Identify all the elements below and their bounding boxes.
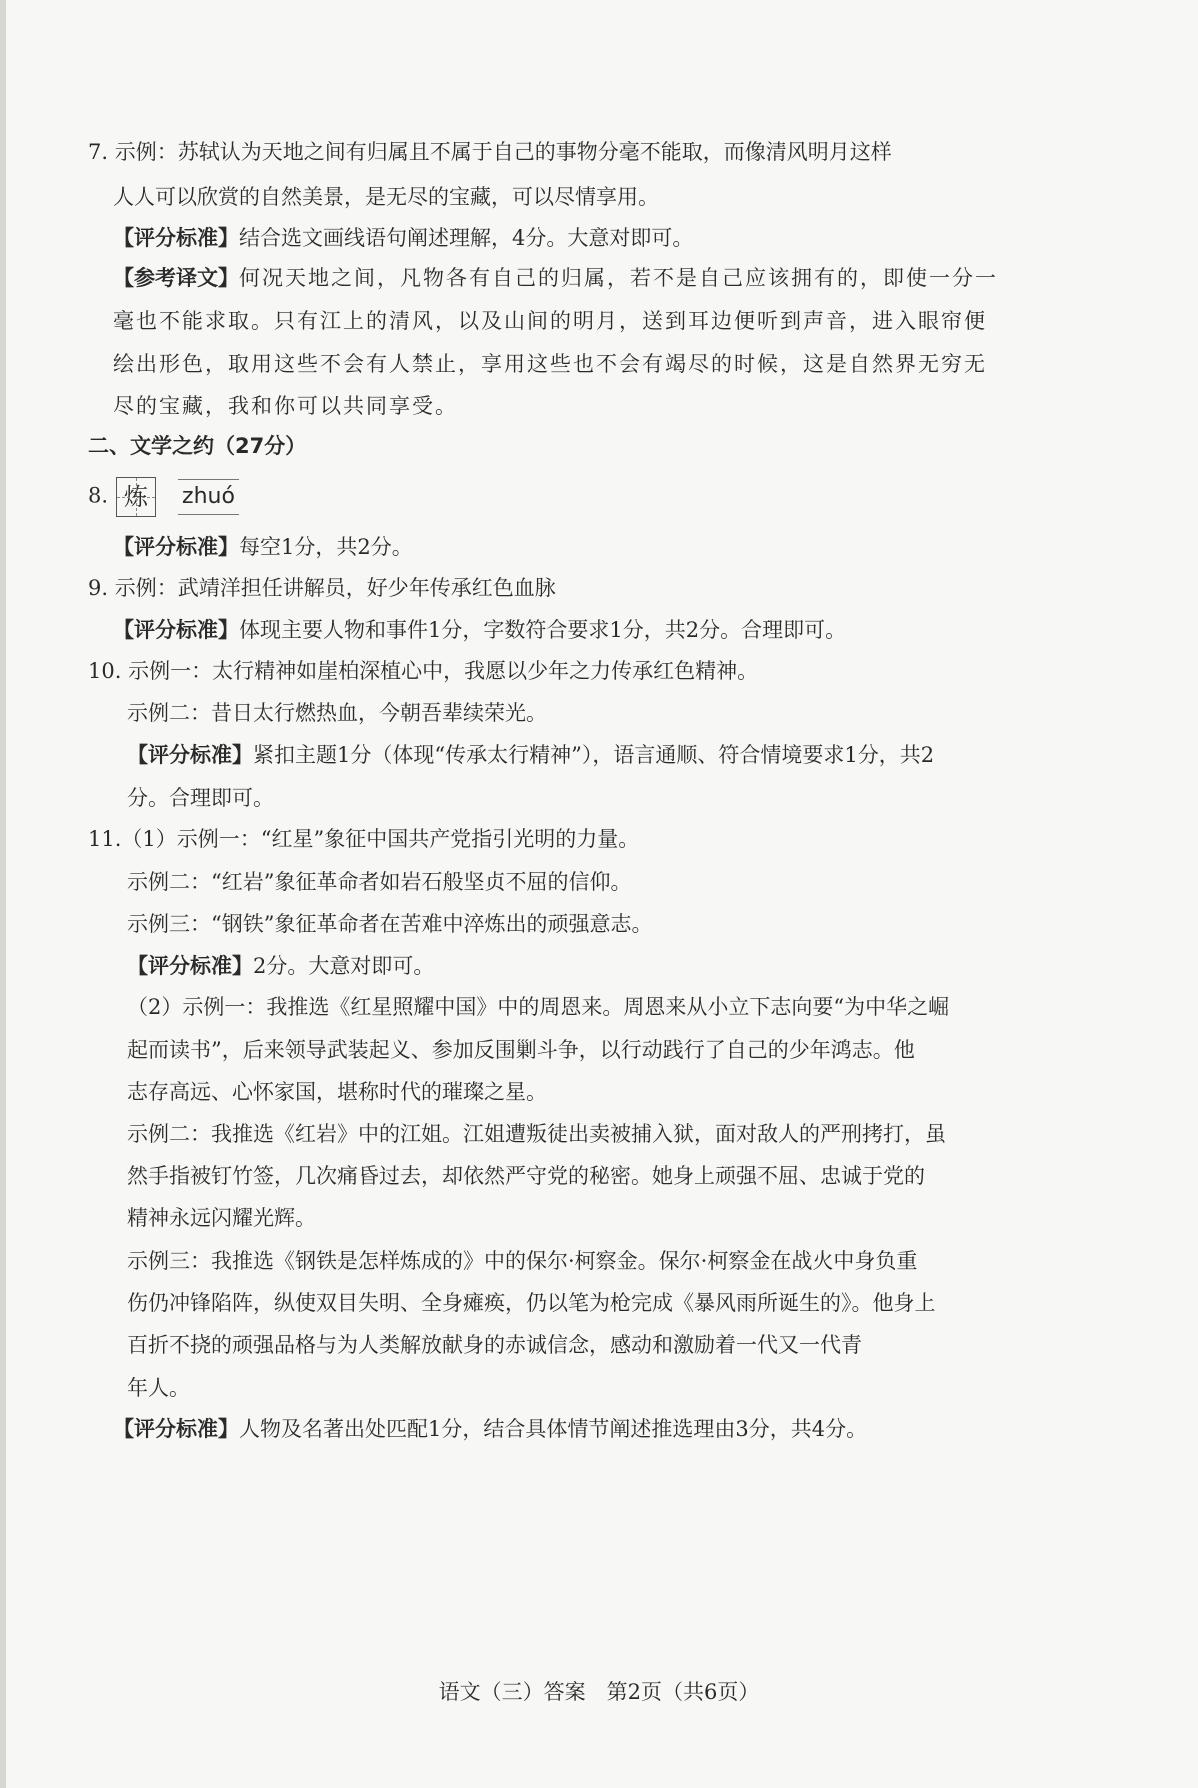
character-box: 炼: [116, 477, 156, 517]
q11-p2-a-1: （2）示例一：我推选《红星照耀中国》中的周恩来。周恩来从小立下志向要“为中华之崛: [127, 995, 950, 1019]
score-tag: 【评分标准】: [113, 618, 239, 642]
q11-p1-line-3: 示例三：“钢铁”象征革命者在苦难中淬炼出的顽强意志。: [127, 912, 653, 936]
score-text: 结合选文画线语句阐述理解，4分。大意对即可。: [239, 226, 694, 250]
q11-p1-score: [127, 956, 434, 977]
score-text: 人物及名著出处匹配1分，结合具体情节阐述推选理由3分，共4分。: [239, 1417, 868, 1441]
q7-translation-2: 毫也不能求取。只有江上的清风，以及山间的明月，送到耳边便听到声音，进入眼帘便: [113, 309, 987, 333]
score-tag: 【评分标准】: [113, 535, 239, 559]
q7-translation-3: 绘出形色，取用这些不会有人禁止，享用这些也不会有竭尽的时候，这是自然界无穷无: [113, 352, 987, 376]
score-tag: 【评分标准】: [113, 1417, 239, 1441]
q11-p1-line-1: 11.（1）示例一：“红星”象征中国共产党指引光明的力量。: [88, 827, 640, 851]
score-tag: 【评分标准】: [127, 743, 253, 767]
q9-score: [113, 620, 846, 641]
q11-p2-b-2: 然手指被钉竹签，几次痛昏过去，却依然严守党的秘密。她身上顽强不屈、忠诚于党的: [127, 1164, 925, 1188]
q10-line-1: 10. 示例一：太行精神如崖柏深植心中，我愿以少年之力传承红色精神。: [88, 659, 759, 683]
page-edge-shadow: [0, 0, 6, 1788]
section-heading: 二、文学之约（27分）: [88, 434, 307, 458]
q10-line-2: 示例二：昔日太行燃热血，今朝吾辈续荣光。: [127, 701, 547, 725]
score-tag: 【评分标准】: [113, 226, 239, 250]
score-text: 紧扣主题1分（体现“传承太行精神”），语言通顺、符合情境要求1分，共2: [253, 743, 935, 767]
q11-p2-b-1: 示例二：我推选《红岩》中的江姐。江姐遭叛徒出卖被捕入狱，面对敌人的严刑拷打，虽: [127, 1122, 946, 1146]
translation-text: 何况天地之间，凡物各有自己的归属，若不是自己应该拥有的，即使一分一: [239, 266, 998, 290]
q11-p2-score: [113, 1419, 867, 1440]
pinyin-answer: zhuó: [178, 479, 239, 515]
q11-p2-c-2: 伤仍冲锋陷阵，纵使双目失明、全身瘫痪，仍以笔为枪完成《暴风雨所诞生的》。他身上: [127, 1291, 936, 1315]
q8-score: [113, 537, 413, 558]
translation-tag: 【参考译文】: [113, 266, 239, 290]
q11-p2-c-4: 年人。: [127, 1376, 190, 1400]
q7-translation-1: [113, 268, 998, 289]
q11-p2-c-1: 示例三：我推选《钢铁是怎样炼成的》中的保尔·柯察金。保尔·柯察金在战火中身负重: [127, 1249, 918, 1273]
q7-translation-4: 尽的宝藏，我和你可以共同享受。: [113, 394, 458, 418]
score-tag: 【评分标准】: [127, 954, 253, 978]
q10-score-cont: 分。合理即可。: [127, 786, 274, 810]
q7-line-1: 7. 示例：苏轼认为天地之间有归属且不属于自己的事物分毫不能取，而像清风明月这样: [88, 140, 892, 164]
score-text: 体现主要人物和事件1分，字数符合要求1分，共2分。合理即可。: [239, 618, 847, 642]
q8-answer: [88, 477, 239, 517]
q11-p2-b-3: 精神永远闪耀光辉。: [127, 1206, 316, 1230]
score-text: 2分。大意对即可。: [253, 954, 435, 978]
q11-p2-c-3: 百折不挠的顽强品格与为人类解放献身的赤诚信念，感动和激励着一代又一代青: [127, 1333, 862, 1357]
q11-p1-line-2: 示例二：“红岩”象征革命者如岩石般坚贞不屈的信仰。: [127, 870, 632, 894]
q10-score: [127, 745, 934, 766]
q9-line-1: 9. 示例：武靖洋担任讲解员，好少年传承红色血脉: [88, 576, 556, 600]
score-text: 每空1分，共2分。: [239, 535, 413, 559]
page-footer: 语文（三）答案 第2页（共6页）: [438, 1680, 760, 1704]
q11-p2-a-2: 起而读书”，后来领导武装起义、参加反围剿斗争，以行动践行了自己的少年鸿志。他: [127, 1038, 915, 1062]
q8-number: 8.: [88, 483, 109, 508]
q11-p2-a-3: 志存高远、心怀家国，堪称时代的璀璨之星。: [127, 1080, 547, 1104]
q7-line-2: 人人可以欣赏的自然美景，是无尽的宝藏，可以尽情享用。: [113, 185, 659, 209]
q7-score: [113, 228, 693, 249]
